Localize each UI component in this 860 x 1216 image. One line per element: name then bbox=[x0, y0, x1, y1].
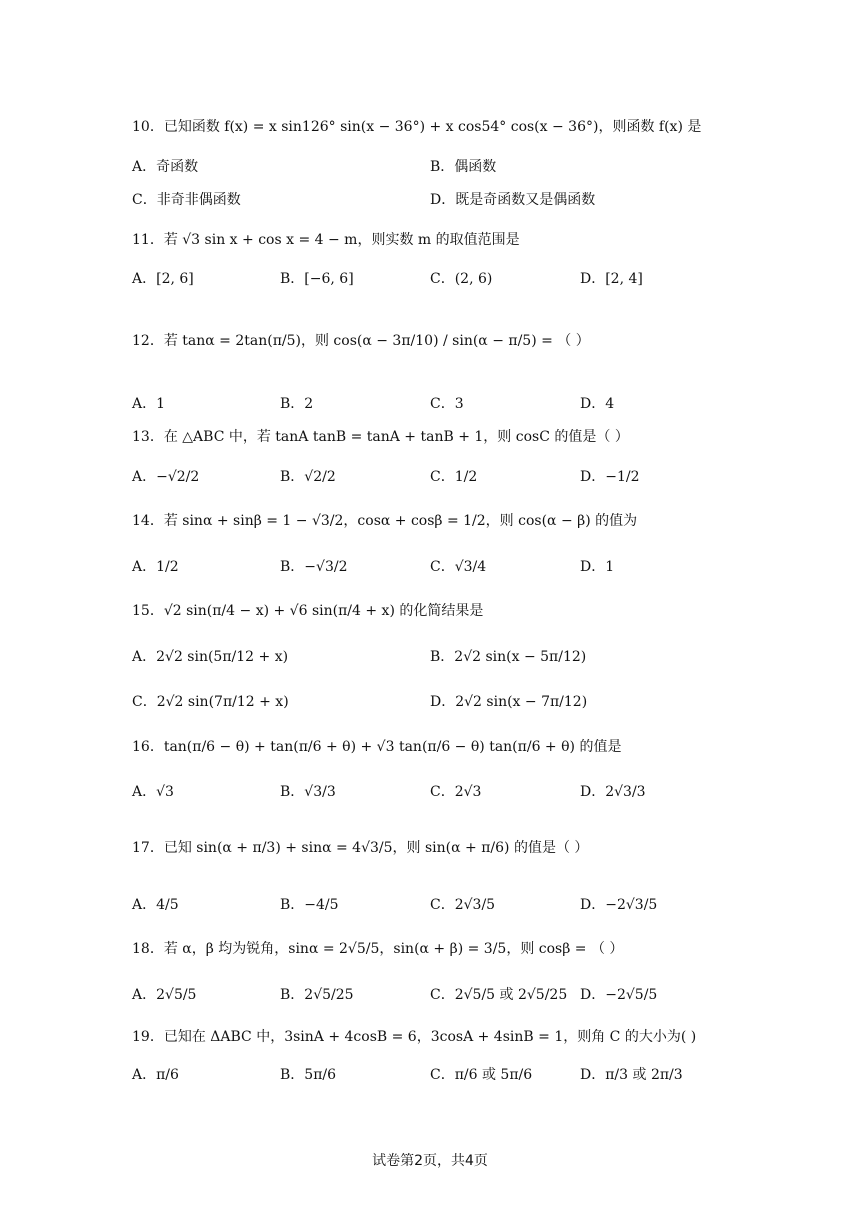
question-stem-q14: 14．若 sinα + sinβ = 1 − √3/2，cosα + cosβ = 1/2，则 cos(α − β) 的值为 bbox=[132, 513, 638, 529]
question-stem-q12: 12．若 tanα = 2tan(π/5)，则 cos(α − 3π/10) / sin(α − π/5) = （ ） bbox=[132, 333, 590, 349]
option-q13-2: C．1/2 bbox=[430, 469, 478, 485]
option-q12-0: A．1 bbox=[132, 396, 166, 412]
option-q15-3: D．2√2 sin(x − 7π/12) bbox=[430, 694, 588, 710]
option-q10-3: D．既是奇函数又是偶函数 bbox=[430, 192, 596, 208]
option-q18-1: B．2√5/25 bbox=[280, 987, 354, 1003]
option-q13-3: D．−1/2 bbox=[580, 469, 640, 485]
option-q15-0: A．2√2 sin(5π/12 + x) bbox=[132, 649, 289, 665]
option-q19-3: D．π/3 或 2π/3 bbox=[580, 1067, 683, 1083]
question-stem-q18: 18．若 α，β 均为锐角，sinα = 2√5/5，sin(α + β) = 3/5，则 cosβ = （ ） bbox=[132, 941, 624, 957]
option-q12-1: B．2 bbox=[280, 396, 314, 412]
option-q13-0: A．−√2/2 bbox=[132, 469, 200, 485]
option-q18-0: A．2√5/5 bbox=[132, 987, 197, 1003]
question-stem-q10: 10．已知函数 f(x) = x sin126° sin(x − 36°) + x cos54° cos(x − 36°)，则函数 f(x) 是 bbox=[132, 119, 702, 135]
question-stem-q17: 17．已知 sin(α + π/3) + sinα = 4√3/5，则 sin(α + π/6) 的值是（ ） bbox=[132, 840, 589, 856]
option-q17-1: B．−4/5 bbox=[280, 897, 339, 913]
question-stem-q11: 11．若 √3 sin x + cos x = 4 − m，则实数 m 的取值范围是 bbox=[132, 232, 520, 248]
page-footer: 试卷第2页，共4页 bbox=[372, 1153, 488, 1169]
option-q18-3: D．−2√5/5 bbox=[580, 987, 658, 1003]
option-q12-2: C．3 bbox=[430, 396, 464, 412]
option-q19-2: C．π/6 或 5π/6 bbox=[430, 1067, 533, 1083]
option-q11-0: A．[2, 6] bbox=[132, 271, 194, 287]
option-q14-1: B．−√3/2 bbox=[280, 559, 348, 575]
option-q12-3: D．4 bbox=[580, 396, 615, 412]
option-q18-2: C．2√5/5 或 2√5/25 bbox=[430, 987, 568, 1003]
option-q16-3: D．2√3/3 bbox=[580, 784, 646, 800]
question-stem-q13: 13．在 △ABC 中，若 tanA tanB = tanA + tanB + 1，则 cosC 的值是（ ） bbox=[132, 429, 629, 445]
option-q19-0: A．π/6 bbox=[132, 1067, 179, 1083]
option-q17-2: C．2√3/5 bbox=[430, 897, 496, 913]
option-q16-1: B．√3/3 bbox=[280, 784, 336, 800]
option-q16-0: A．√3 bbox=[132, 784, 174, 800]
option-q10-0: A．奇函数 bbox=[132, 159, 199, 175]
option-q11-1: B．[−6, 6] bbox=[280, 271, 354, 287]
option-q10-1: B．偶函数 bbox=[430, 159, 497, 175]
option-q10-2: C．非奇非偶函数 bbox=[132, 192, 241, 208]
option-q14-3: D．1 bbox=[580, 559, 615, 575]
option-q14-2: C．√3/4 bbox=[430, 559, 487, 575]
question-stem-q16: 16．tan(π/6 − θ) + tan(π/6 + θ) + √3 tan(π/6 − θ) tan(π/6 + θ) 的值是 bbox=[132, 739, 622, 755]
option-q13-1: B．√2/2 bbox=[280, 469, 336, 485]
option-q11-3: D．[2, 4] bbox=[580, 271, 643, 287]
option-q16-2: C．2√3 bbox=[430, 784, 482, 800]
question-stem-q15: 15．√2 sin(π/4 − x) + √6 sin(π/4 + x) 的化简结果是 bbox=[132, 603, 484, 619]
option-q17-3: D．−2√3/5 bbox=[580, 897, 658, 913]
question-stem-q19: 19．已知在 ΔABC 中，3sinA + 4cosB = 6，3cosA + 4sinB = 1，则角 C 的大小为( ) bbox=[132, 1029, 697, 1045]
option-q19-1: B．5π/6 bbox=[280, 1067, 337, 1083]
option-q14-0: A．1/2 bbox=[132, 559, 179, 575]
option-q11-2: C．(2, 6) bbox=[430, 271, 493, 287]
option-q15-1: B．2√2 sin(x − 5π/12) bbox=[430, 649, 587, 665]
option-q15-2: C．2√2 sin(7π/12 + x) bbox=[132, 694, 289, 710]
option-q17-0: A．4/5 bbox=[132, 897, 179, 913]
